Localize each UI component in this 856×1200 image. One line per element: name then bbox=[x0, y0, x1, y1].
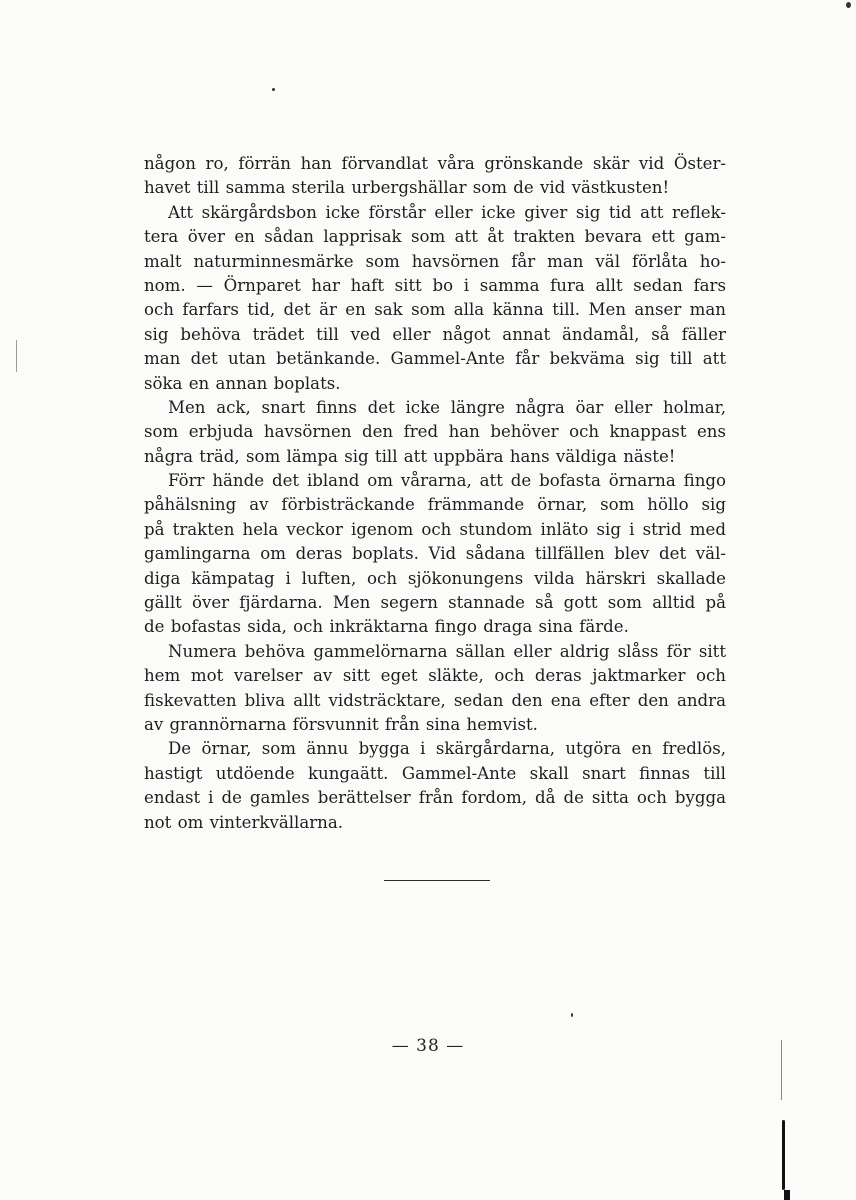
scan-edge-mark bbox=[781, 1040, 782, 1100]
text-line: fiskevatten bliva allt vidsträcktare, sedan den ena efter den andra bbox=[144, 690, 726, 710]
text-line: nom. — Örnparet har haft sitt bo i samma fura allt sedan fars bbox=[144, 275, 726, 295]
text-line: hem mot varelser av sitt eget släkte, och deras jaktmarker och bbox=[144, 666, 726, 686]
page-number: — 38 — bbox=[391, 1036, 465, 1056]
text-line: gällt över fjärdarna. Men segern stannade så gott som alltid på bbox=[144, 593, 726, 613]
text-line: sig behöva trädet till ved eller något annat ändamål, så fäller bbox=[144, 324, 726, 344]
text-line: några träd, som lämpa sig till att uppbära hans väldiga näste! bbox=[144, 446, 676, 466]
text-line: som erbjuda havsörnen den fred han behöver och knappast ens bbox=[144, 422, 726, 442]
scan-speck bbox=[272, 88, 275, 91]
text-line: gamlingarna om deras boplats. Vid sådana tillfällen blev det väl- bbox=[144, 544, 726, 564]
text-line: not om vinterkvällarna. bbox=[144, 812, 344, 832]
text-line: på trakten hela veckor igenom och stundom inläto sig i strid med bbox=[144, 519, 726, 539]
scan-edge-mark bbox=[782, 1120, 785, 1190]
text-line: av grannörnarna försvunnit från sina hemvist. bbox=[144, 714, 538, 734]
body-text bbox=[144, 152, 726, 835]
text-line: hastigt utdöende kungaätt. Gammel-Ante skall snart finnas till bbox=[144, 763, 726, 783]
scan-speck bbox=[846, 2, 851, 8]
text-line: påhälsning av förbisträckande främmande örnar, som höllo sig bbox=[144, 495, 726, 515]
text-line: endast i de gamles berättelser från fordom, då de sitta och bygga bbox=[144, 788, 726, 808]
text-line: havet till samma sterila urbergshällar som de vid västkusten! bbox=[144, 178, 670, 198]
text-line: man det utan betänkande. Gammel-Ante får bekväma sig till att bbox=[144, 349, 726, 369]
text-line: Men ack, snart finns det icke längre några öar eller holmar, bbox=[168, 397, 726, 417]
text-line: någon ro, förrän han förvandlat våra grönskande skär vid Öster- bbox=[144, 154, 726, 173]
scan-speck bbox=[571, 1013, 573, 1017]
text-line: Numera behöva gammelörnarna sällan eller aldrig slåss för sitt bbox=[168, 641, 726, 661]
text-line: diga kämpatag i luften, och sjökonungens vilda härskri skallade bbox=[144, 568, 726, 588]
text-line: De örnar, som ännu bygga i skärgårdarna, utgöra en fredlös, bbox=[168, 739, 726, 759]
section-divider bbox=[384, 880, 490, 881]
text-line: de bofastas sida, och inkräktarna fingo draga sina färde. bbox=[144, 617, 629, 637]
text-line: tera över en sådan lapprisak som att åt trakten bevara ett gam- bbox=[144, 227, 726, 247]
scan-edge-mark bbox=[16, 340, 17, 372]
text-line: malt naturminnesmärke som havsörnen får man väl förlåta ho- bbox=[144, 251, 726, 271]
text-line: Förr hände det ibland om vårarna, att de bofasta örnarna fingo bbox=[168, 471, 726, 491]
text-line: Att skärgårdsbon icke förstår eller icke giver sig tid att reflek- bbox=[168, 202, 726, 222]
scan-edge-mark bbox=[784, 1190, 790, 1200]
text-line: söka en annan boplats. bbox=[144, 373, 341, 393]
text-line: och farfars tid, det är en sak som alla känna till. Men anser man bbox=[144, 300, 726, 320]
